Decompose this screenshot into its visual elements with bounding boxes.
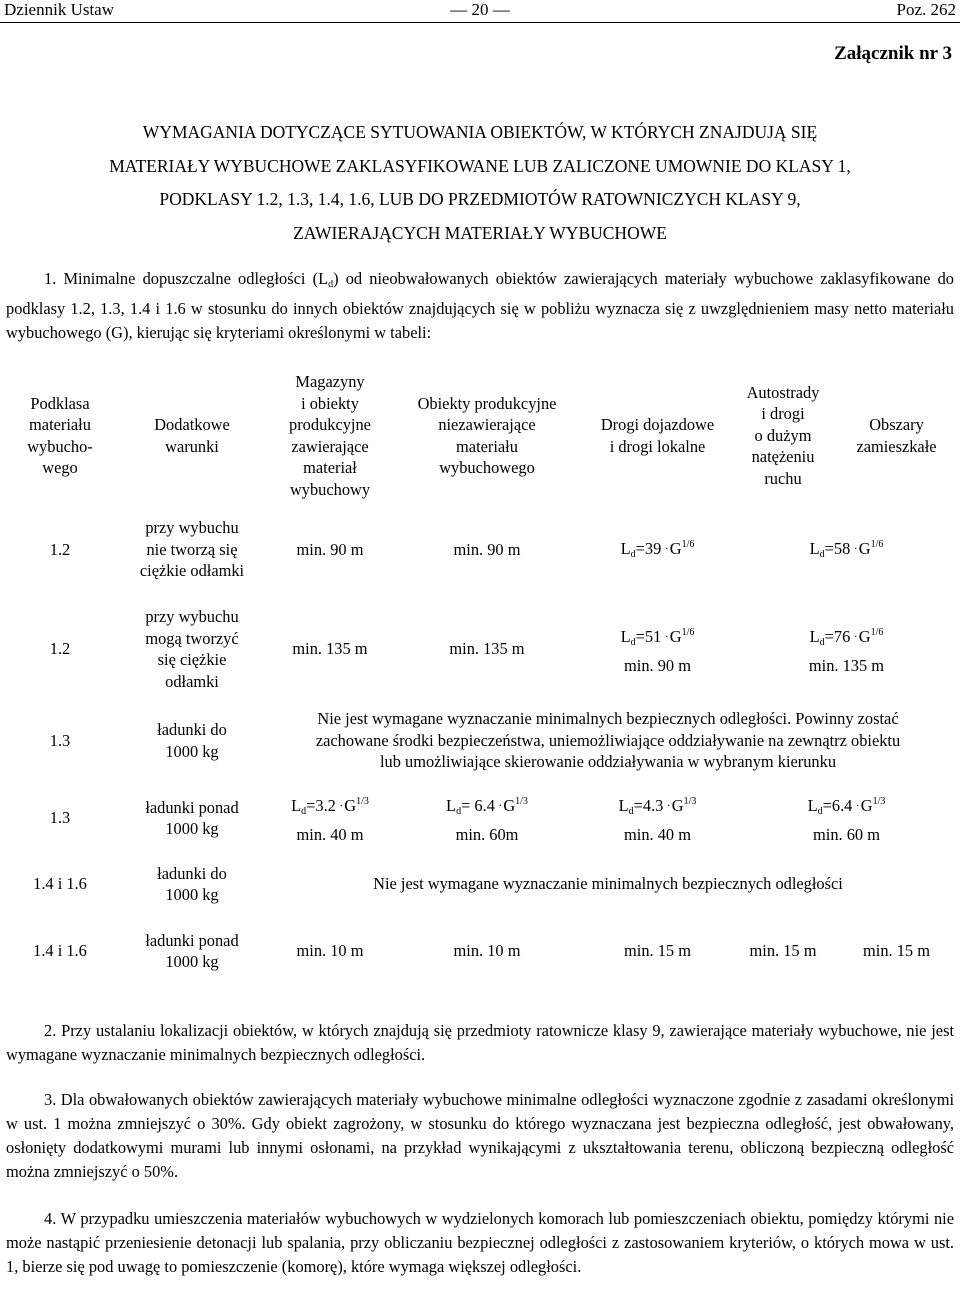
document-title	[0, 116, 960, 250]
row-subclass	[4, 783, 116, 853]
distance-value: min. 135 m	[449, 639, 525, 659]
cell-magazines	[268, 594, 392, 704]
header-line: produkcyjne	[289, 415, 371, 434]
column-header	[4, 368, 116, 503]
distance-formula: $L_d=6.4 \cdot G^{1/3}$	[807, 795, 886, 817]
paragraph-2: 2. Przy ustalaniu lokalizacji obiektów, w których znajdują się przedmioty ratownicze klasy 9, zawierające materiały wybuchowe, nie jest wymagane wyznaczanie minimalnych bezpiecznych odległości.	[6, 1021, 954, 1064]
header-line: warunki	[165, 436, 219, 456]
distance-value: min. 15 m	[624, 941, 691, 961]
column-header	[268, 368, 392, 503]
row-subclass	[4, 858, 116, 910]
row-subclass	[4, 918, 116, 984]
subclass-value: 1.3	[49, 730, 71, 750]
header-line: Podklasa	[30, 393, 90, 413]
minimum-distance: min. 60 m	[813, 825, 880, 844]
distance-formula: $L_d=51 \cdot G^{1/6}$	[620, 626, 695, 648]
distance-formula: $L_d=39 \cdot G^{1/6}$	[620, 538, 695, 560]
condition-line: 1000 kg	[165, 885, 219, 904]
header-line: i drogi	[761, 404, 805, 424]
header-line: i obiekty	[301, 393, 359, 413]
cell-production-objects	[392, 509, 582, 590]
header-line: ruchu	[764, 468, 802, 488]
note-line: zachowane środki bezpieczeństwa, uniemożliwiające oddziaływanie na zewnątrz obiektu	[315, 730, 901, 750]
note-line: Nie jest wymagane wyznaczanie minimalnych bezpiecznych odległości	[373, 874, 843, 894]
journal-name: Dziennik Ustaw	[4, 0, 115, 19]
title-line: ZAWIERAJĄCYCH MATERIAŁY WYBUCHOWE	[293, 222, 667, 243]
cell-production-objects	[392, 918, 582, 984]
row-condition	[116, 594, 268, 704]
paragraph-3: 3. Dla obwałowanych obiektów zawierających materiały wybuchowe minimalne odległości wyznaczone zgodnie z zasadami określonymi w ust. 1 można zmniejszyć o 30%. Gdy obiekt zagrożony, w stosunku do którego wyznaczana jest bezpieczna odległość, jest obwałowany, osłonięty dodatkowymi murami lub innymi osłonami, na przykład wynikającymi z ukształtowania terenu, obliczoną bezpieczną odległość można zmniejszyć o 50%.	[6, 1090, 954, 1181]
condition-line: ładunki ponad	[145, 797, 239, 817]
distance-formula: $L_d=76 \cdot G^{1/6}$	[809, 626, 884, 648]
column-header	[833, 368, 960, 503]
title-line: WYMAGANIA DOTYCZĄCE SYTUOWANIA OBIEKTÓW, W KTÓRYCH ZNAJDUJĄ SIĘ	[142, 122, 818, 142]
page-header	[0, 0, 960, 23]
spanned-note	[258, 705, 958, 776]
position-number: Poz. 262	[896, 0, 956, 19]
distance-formula: $L_d=3.2 \cdot G^{1/3}$	[291, 795, 369, 817]
cell-production-objects	[392, 594, 582, 704]
cell-local-roads	[582, 918, 733, 984]
row-condition	[116, 783, 268, 853]
header-line: Obiekty produkcyjne	[417, 393, 557, 413]
note-line: Nie jest wymagane wyznaczanie minimalnych bezpiecznych odległości. Powinny zostać	[317, 709, 899, 729]
header-line: i drogi lokalne	[609, 436, 706, 456]
condition-line: ładunki do	[157, 720, 227, 739]
distance-formula: $L_d=4.3 \cdot G^{1/3}$	[618, 795, 697, 817]
subclass-value: 1.4 i 1.6	[33, 874, 87, 894]
condition-line: się ciężkie	[157, 650, 227, 669]
row-condition	[116, 858, 268, 910]
title-line: PODKLASY 1.2, 1.3, 1.4, 1.6, LUB DO PRZEDMIOTÓW RATOWNICZYCH KLASY 9,	[159, 189, 801, 210]
cell-local-roads	[582, 509, 733, 590]
cell-magazines	[268, 918, 392, 984]
distance-value: min. 10 m	[296, 941, 364, 961]
cell-highways-and-residential	[733, 783, 960, 853]
cell-residential	[833, 918, 960, 984]
minimum-distance: min. 40 m	[296, 825, 364, 844]
column-header	[392, 368, 582, 503]
header-line: o dużym	[754, 425, 812, 445]
header-line: Drogi dojazdowe	[600, 415, 715, 434]
condition-line: odłamki	[165, 671, 219, 691]
paragraph-4: 4. W przypadku umieszczenia materiałów wybuchowych w wydzielonych komorach lub pomieszczeniach obiektu, pomiędzy którymi nie może nastąpić przeniesienie detonacji lub spalania, przy obliczaniu bezpiecznej odległości z zastosowaniem kryteriów, o których mowa w ust. 1, bierze się pod uwagę to pomieszczenie (komorę), które wymaga większej odległości.	[6, 1209, 954, 1276]
minimum-distance: min. 90 m	[624, 656, 691, 675]
condition-line: przy wybuchu	[145, 607, 239, 626]
row-condition	[116, 918, 268, 984]
condition-line: mogą tworzyć	[145, 628, 239, 648]
header-line: materiału	[29, 415, 91, 434]
column-header	[116, 368, 268, 503]
header-line: wybucho-	[27, 436, 93, 456]
row-subclass	[4, 509, 116, 590]
header-line: materiał	[303, 458, 357, 477]
cell-magazines	[268, 783, 392, 853]
cell-local-roads	[582, 594, 733, 704]
distance-formula: $L_d= 6.4 \cdot G^{1/3}$	[446, 795, 528, 817]
column-header	[733, 368, 833, 503]
row-condition	[116, 705, 268, 776]
cell-highways	[733, 918, 833, 984]
header-line: Obszary	[869, 415, 924, 434]
distance-value: min. 15 m	[863, 941, 930, 961]
column-header	[582, 368, 733, 503]
header-line: Magazyny	[295, 372, 365, 391]
distance-value: min. 135 m	[292, 639, 368, 659]
header-line: wego	[42, 458, 78, 477]
header-line: wybuchowy	[289, 479, 371, 499]
condition-line: 1000 kg	[165, 952, 219, 971]
condition-line: nie tworzą się	[146, 539, 238, 559]
header-line: wybuchowego	[439, 458, 535, 477]
subclass-value: 1.2	[49, 639, 71, 659]
spanned-note	[258, 858, 958, 910]
header-line: natężeniu	[751, 447, 815, 467]
distance-value: min. 15 m	[749, 941, 817, 961]
header-line: Dodatkowe	[154, 415, 230, 434]
subclass-value: 1.4 i 1.6	[33, 941, 87, 961]
paragraph-1: 1. Minimalne dopuszczalne odległości $(L_d)$ od nieobwałowanych obiektów zawierających materiały wybuchowe zaklasyfikowane do podklasy 1.2, 1.3, 1.4 i 1.6 w stosunku do innych obiektów znajdujących się w pobliżu wyznacza się z uwzględnieniem masy netto materiału wybuchowego (G), kierując się kryteriami określonymi w tabeli:	[6, 269, 955, 342]
header-line: zawierające	[291, 436, 369, 456]
condition-line: ładunki do	[157, 863, 227, 883]
cell-highways-and-residential	[733, 594, 960, 704]
distance-value: min. 90 m	[296, 539, 364, 559]
cell-magazines	[268, 509, 392, 590]
cell-highways-and-residential	[733, 509, 960, 590]
header-line: niezawierające	[438, 415, 536, 434]
condition-line: 1000 kg	[165, 819, 219, 838]
condition-line: 1000 kg	[165, 741, 219, 761]
annex-label: Załącznik nr 3	[834, 43, 952, 64]
distance-formula: $L_d=58 \cdot G^{1/6}$	[809, 538, 884, 560]
note-line: lub umożliwiające skierowanie oddziaływania w wybranym kierunku	[379, 752, 837, 772]
header-line: materiału	[456, 436, 518, 456]
cell-local-roads	[582, 783, 733, 853]
subclass-value: 1.2	[49, 539, 71, 559]
row-subclass	[4, 705, 116, 776]
condition-line: przy wybuchu	[145, 518, 239, 538]
header-line: zamieszkałe	[856, 436, 937, 456]
subclass-value: 1.3	[49, 808, 71, 828]
distance-value: min. 90 m	[453, 539, 521, 559]
condition-line: ciężkie odłamki	[139, 561, 245, 581]
cell-production-objects	[392, 783, 582, 853]
header-line: Autostrady	[746, 382, 820, 402]
minimum-distance: min. 40 m	[624, 825, 691, 844]
minimum-distance: min. 60m	[455, 825, 519, 844]
row-subclass	[4, 594, 116, 704]
title-line: MATERIAŁY WYBUCHOWE ZAKLASYFIKOWANE LUB ZALICZONE UMOWNIE DO KLASY 1,	[109, 155, 851, 176]
condition-line: ładunki ponad	[145, 930, 239, 950]
row-condition	[116, 509, 268, 590]
page-number: — 20 —	[450, 0, 510, 19]
distance-value: min. 10 m	[453, 941, 521, 961]
minimum-distance: min. 135 m	[808, 656, 885, 675]
